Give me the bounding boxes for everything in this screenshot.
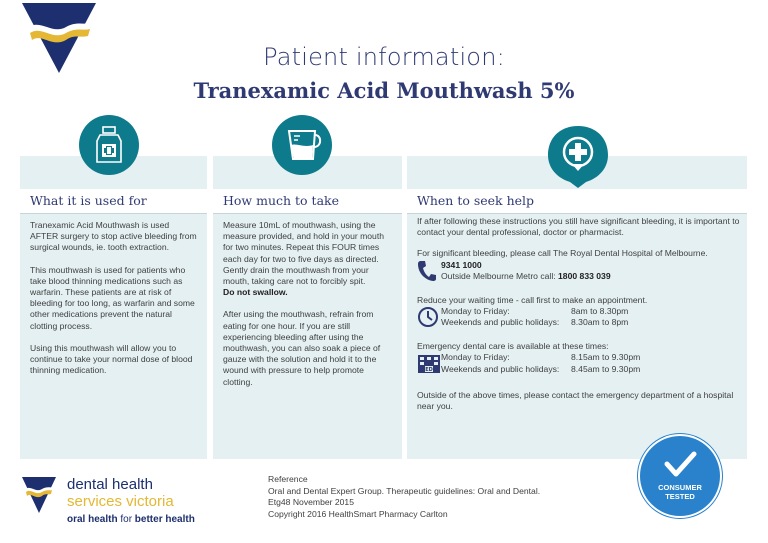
phone-outside-number: 1800 833 039 <box>558 270 611 281</box>
panel-body <box>417 216 741 423</box>
panel-heading: When to seek help <box>407 189 747 213</box>
panel-heading: What it is used for <box>20 189 207 213</box>
reference-block <box>268 474 540 520</box>
hours-value: 8.30am to 8pm <box>571 317 629 328</box>
panel-when-to-seek-help <box>407 156 747 459</box>
ed-label: ED <box>425 367 433 374</box>
badge-text: CONSUMER TESTED <box>658 483 702 501</box>
phone-main-number: 9341 1000 <box>441 259 482 270</box>
measuring-cup-icon <box>272 115 332 175</box>
location-cross-icon <box>546 124 610 188</box>
hours-label: Monday to Friday: <box>441 352 510 363</box>
emergency-text: Emergency dental care is available at these times: <box>417 341 609 352</box>
paragraph: This mouthwash is used for patients who take blood thinning medications such as warfarin. These patients are at risk of bleeding for too long, as warfarin and some other medications prevent the natural clotting process. <box>30 264 195 331</box>
victoria-triangle-logo-icon <box>22 477 56 513</box>
hours-value: 8.15am to 9.30pm <box>571 352 641 363</box>
paragraph: If after following these instructions you still have significant bleeding, it is important to contact your dental professional, doctor or pharmacist. <box>417 216 740 238</box>
phone-outside-label: Outside Melbourne Metro call: <box>441 270 559 281</box>
do-not-swallow-warning: Do not swallow. <box>223 287 288 298</box>
phone-icon <box>417 260 441 285</box>
hours-label: Monday to Friday: <box>441 306 510 317</box>
hours-value: 8.45am to 9.30pm <box>571 363 641 374</box>
hours-value: 8am to 8.30pm <box>571 306 629 317</box>
paragraph: Measure 10mL of mouthwash, using the measure provided, and hold in your mouth for two minutes. Repeat this FOUR times each day for two to five days as directed. Gently drain the mouthwash from your mouth, taking care not to forcibly spit. <box>223 220 384 287</box>
panel-body <box>223 220 394 399</box>
bleeding-text: For significant bleeding, please call The Royal Dental Hospital of Melbourne. <box>417 248 708 259</box>
reference-line: Copyright 2016 HealthSmart Pharmacy Carlton <box>268 508 448 519</box>
checkmark-icon <box>640 436 720 516</box>
paragraph: After using the mouthwash, refrain from eating for one hour. If you are still experiencing bleeding after using the mouthwash, you can also soak a piece of gauze with the solution and hold it to the wound with pressure to help promote clotting. <box>223 309 381 387</box>
brand-name-line-2: services victoria <box>67 493 174 510</box>
hours-label: Weekends and public holidays: <box>441 363 560 374</box>
reference-line: Etg48 November 2015 <box>268 497 354 508</box>
reference-title: Reference <box>268 474 308 484</box>
panel-how-much-to-take <box>213 156 402 459</box>
clock-icon <box>417 306 441 331</box>
paragraph: Using this mouthwash will allow you to continue to take your normal dose of blood thinning medication. <box>30 342 193 376</box>
consumer-tested-badge <box>640 436 720 516</box>
reference-line: Oral and Dental Expert Group. Therapeutic guidelines: Oral and Dental. <box>268 485 541 496</box>
warning-text <box>223 287 394 298</box>
waiting-text: Reduce your waiting time - call first to make an appointment. <box>417 294 648 305</box>
panel-body <box>30 220 199 387</box>
page-title-line-1: Patient information: <box>263 43 505 71</box>
paragraph: Tranexamic Acid Mouthwash is used AFTER surgery to stop active bleeding from surgical wounds, ie. tooth extraction. <box>30 220 197 253</box>
paragraph: Outside of the above times, please contact the emergency department of a hospital near you. <box>417 389 734 411</box>
mouthwash-bottle-icon <box>79 115 139 175</box>
brand-tagline: oral health for better health <box>67 514 195 525</box>
brand-name-line-1: dental health <box>67 476 153 493</box>
emergency-department-icon <box>417 352 441 377</box>
hours-label: Weekends and public holidays: <box>441 317 560 328</box>
page-title-line-2: Tranexamic Acid Mouthwash 5% <box>193 78 575 103</box>
panel-what-it-is-used-for <box>20 156 207 459</box>
panel-heading: How much to take <box>213 189 402 213</box>
